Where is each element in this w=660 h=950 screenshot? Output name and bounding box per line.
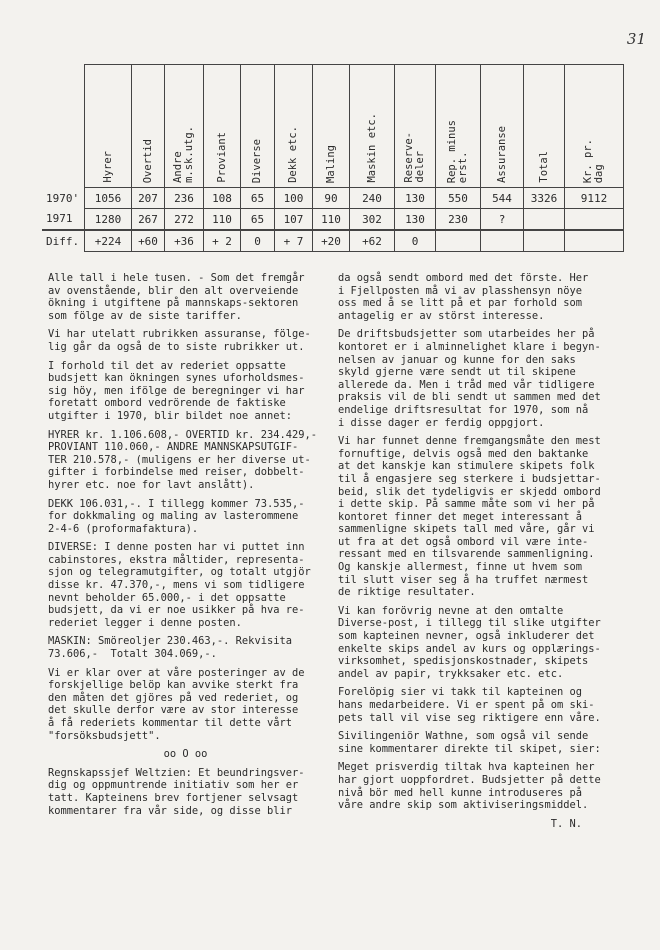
table-row	[42, 188, 624, 209]
table-cell: + 2	[204, 230, 241, 252]
row-label: 1970'	[42, 188, 85, 209]
table-cell: +62	[350, 230, 395, 252]
table-cell: ?	[481, 209, 524, 231]
row-label: 1971	[42, 209, 85, 231]
paragraph: MASKIN: Smöreoljer 230.463,-. Rekvisita 73.606,- Totalt 304.069,-.	[48, 635, 292, 661]
paragraph: Regnskapssjef Weltzien: Et beundringsver- dig og oppmuntrende initiativ som her er tatt. Kapteinens brev fortjener selvsagt kommentarer fra vår side, og disse blir	[48, 766, 305, 817]
table-cell: 1056	[85, 188, 132, 209]
left-text-column	[48, 272, 323, 823]
table-row	[42, 209, 624, 231]
paragraph: Vi er klar over at våre posteringer av de forskjellige belöp kan avvike sterkt fra den måten det gjöres på ved rederiet, og det skulle derfor være av stor interesse å få rederiets kommentar til dette vårt "forsöksbudsjett".	[48, 666, 305, 742]
table-cell: 65	[241, 209, 275, 231]
table-cell: 3326	[524, 188, 565, 209]
table-cell: 108	[204, 188, 241, 209]
header-cell: Hyrer	[85, 65, 132, 188]
paragraph: DIVERSE: I denne posten har vi puttet inn cabinstores, ekstra måltider, representa- sjon og telegramutgifter, og totalt utgjör disse kr. 47.370,-, mens vi som tidligere nevnt beholder 65.000,- i det oppsatte budsjett, da vi er noe usikker på hva re- rederiet legger i denne posten.	[48, 541, 311, 629]
table-cell	[524, 209, 565, 231]
paragraph: Meget prisverdig tiltak hva kapteinen her har gjort uoppfordret. Budsjetter på dette nivå bör med hell kunne introduseres på våre andre skip som aktiviseringsmiddel.	[338, 761, 601, 812]
paragraph: De driftsbudsjetter som utarbeides her på kontoret er i alminnelighet klare i begyn- nelsen av januar og kunne for den saks skyld gjerne være sendt ut til skipene allerede da. Men i tråd med vår tidligere praksis vil de bli sendt ut sammen med det endelige driftsresultat for 1970, som nå i disse dager er ferdig oppgjort.	[338, 328, 601, 429]
table-cell: 110	[313, 209, 350, 231]
header-cell: Maskin etc.	[350, 65, 395, 188]
table-cell: 267	[132, 209, 165, 231]
table-cell: 272	[165, 209, 204, 231]
table-row-diff	[42, 230, 624, 252]
header-cell: Dekk etc.	[275, 65, 313, 188]
paragraph: HYRER kr. 1.106.608,- OVERTID kr. 234.429,- PROVIANT 110.060,- ANDRE MANNSKAPSUTGIF- TER 210.578,- (muligens er her diverse ut- gifter i forbindelse med reiser, dobbelt- hyrer etc. noe for lavt anslått).	[48, 428, 317, 491]
table-cell: 0	[395, 230, 436, 252]
header-cell: Reserve- deler	[395, 65, 436, 188]
header-cell: Kr. pr. dag	[565, 65, 624, 188]
section-divider: oo O oo	[163, 748, 208, 761]
table-cell: +224	[85, 230, 132, 252]
table-cell	[524, 230, 565, 252]
table-cell: 302	[350, 209, 395, 231]
header-cell: Rep. minus erst.	[436, 65, 481, 188]
table-cell: 130	[395, 209, 436, 231]
table-cell: 90	[313, 188, 350, 209]
header-cell: Proviant	[204, 65, 241, 188]
table-cell	[481, 230, 524, 252]
table-cell: 0	[241, 230, 275, 252]
table-cell: + 7	[275, 230, 313, 252]
paragraph: da også sendt ombord med det förste. Her i Fjellposten må vi av plasshensyn nöye oss med å se litt på et par forhold som antagelig er av störst interesse.	[338, 272, 589, 322]
table-cell: 130	[395, 188, 436, 209]
table-cell: 1280	[85, 209, 132, 231]
page-number: 31	[626, 30, 646, 48]
table-cell: +20	[313, 230, 350, 252]
paragraph: Vi har utelatt rubrikken assuranse, fölge- lig går da også de to siste rubrikker ut.	[48, 328, 311, 353]
table-cell	[565, 230, 624, 252]
header-cell: Maling	[313, 65, 350, 188]
paragraph: Sivilingeniör Wathne, som også vil sende sine kommentarer direkte til skipet, sier:	[338, 730, 601, 755]
paragraph: Vi har funnet denne fremgangsmåte den mest fornuftige, delvis også med den baktanke at det kanskje kan stimulere skipets folk til å engasjere seg sterkere i budsjettar- beid, slik det tydeligvis er skjedd ombord i dette skip. På samme måte som vi her på kontoret finner det meget interessant å sammenligne skipets tall med våre, går vi ut fra at det også ombord vil være inte- ressant med en tilsvarende sammenligning. Og kanskje allermest, finne ut hvem som til slutt viser seg å ha truffet nærmest de riktige resultater.	[338, 435, 601, 599]
table-cell: +36	[165, 230, 204, 252]
table-cell: 107	[275, 209, 313, 231]
header-cell: Overtid	[132, 65, 165, 188]
paragraph: Alle tall i hele tusen. - Som det fremgår av ovenstående, blir den alt overveiende ökning i utgiftene på mannskaps-sektoren som fölge av de siste tariffer.	[48, 272, 305, 322]
table-cell: 65	[241, 188, 275, 209]
table-cell: 544	[481, 188, 524, 209]
table-cell: 100	[275, 188, 313, 209]
table-cell: 240	[350, 188, 395, 209]
row-label: Diff.	[42, 230, 85, 252]
header-cell: Andre m.sk.utg.	[165, 65, 204, 188]
paragraph: I forhold til det av rederiet oppsatte budsjett kan ökningen synes uforholdsmes- sig höy, men ifölge de beregninger vi har foretatt ombord vedrörende de faktiske utgifter i 1970, blir bildet noe annet:	[48, 359, 305, 422]
table-cell	[565, 209, 624, 231]
table-header-row	[42, 65, 624, 188]
header-cell: Total	[524, 65, 565, 188]
table-cell	[436, 230, 481, 252]
table-cell: 236	[165, 188, 204, 209]
author-initials: T. N.	[550, 817, 582, 830]
table-cell: 9112	[565, 188, 624, 209]
budget-table	[42, 64, 624, 252]
table-cell: +60	[132, 230, 165, 252]
table-cell: 550	[436, 188, 481, 209]
header-cell: Assuranse	[481, 65, 524, 188]
header-cell: Diverse	[241, 65, 275, 188]
paragraph: Forelöpig sier vi takk til kapteinen og hans medarbeidere. Vi er spent på om ski- pets tall vil vise seg riktigere enn våre.	[338, 686, 601, 724]
right-text-column	[338, 272, 622, 836]
table-cell: 207	[132, 188, 165, 209]
paragraph: Vi kan forövrig nevne at den omtalte Diverse-post, i tillegg til slike utgifter som kapteinen nevner, også inkluderer det enkelte skips andel av kurs og opplærings- virksomhet, spedisjonskostnader, skipets andel av papir, trykksaker etc. etc.	[338, 604, 601, 680]
paragraph: DEKK 106.031,-. I tillegg kommer 73.535,- for dokkmaling og maling av lasterommene 2-4-6 (proformafaktura).	[48, 497, 305, 535]
table-cell: 230	[436, 209, 481, 231]
table-cell: 110	[204, 209, 241, 231]
